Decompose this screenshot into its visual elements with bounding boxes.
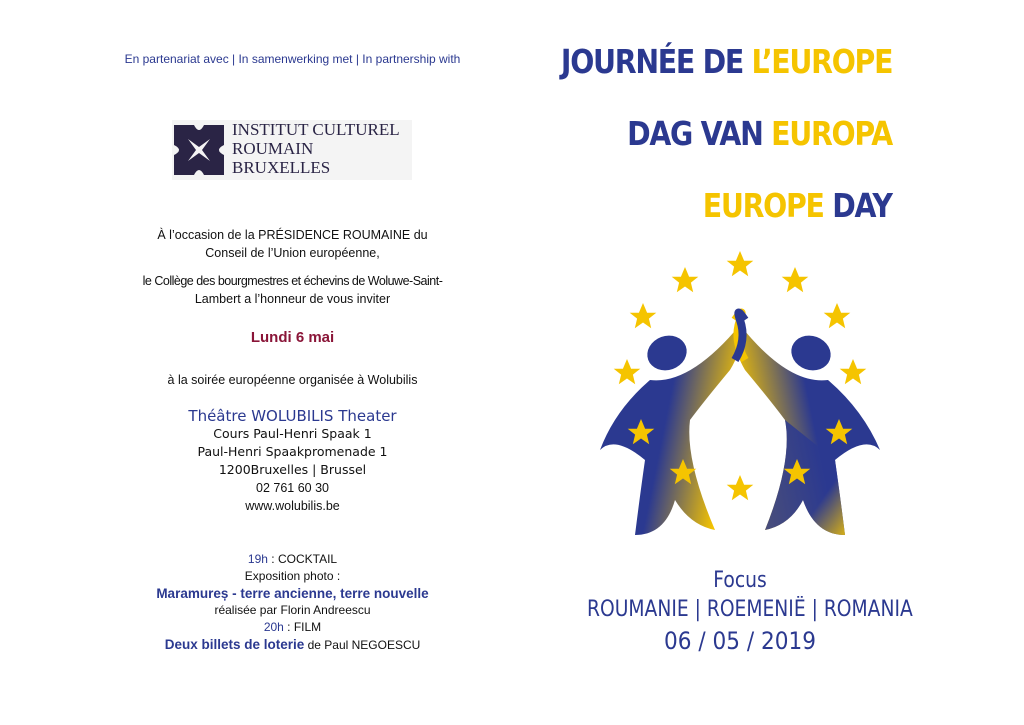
logo-line3: BRUXELLES: [232, 158, 331, 177]
program-line1: [80, 551, 505, 568]
venue-phone: 02 761 60 30: [256, 481, 329, 495]
time-cocktail: 19h: [247, 552, 268, 566]
invite-p2b: Lambert a l’honneur de vous inviter: [194, 292, 391, 306]
program-line2: [80, 619, 505, 636]
title-fr: [561, 42, 892, 81]
title-en-a: EUROPE: [703, 186, 824, 225]
date-text: Lundi 6 mai: [250, 329, 335, 346]
partner-line: En partenariat avec | In samenwerking met | In partnership with: [124, 52, 461, 66]
focus-date: 06 / 05 / 2019: [664, 627, 816, 655]
venue-block: [80, 407, 505, 515]
venue-web[interactable]: www.wolubilis.be: [245, 499, 340, 513]
focus-label: Focus: [713, 568, 767, 593]
film-title: Deux billets de loterie: [164, 637, 305, 652]
invite-p1b: Conseil de l’Union européenne,: [205, 246, 380, 260]
venue-name: Théâtre WOLUBILIS Theater: [188, 407, 397, 425]
expo-title: Maramureș - terre ancienne, terre nouvelle: [156, 586, 429, 601]
date-label: [80, 329, 505, 347]
venue-addr1: Cours Paul-Henri Spaak 1: [213, 426, 372, 441]
cocktail-label: : COCKTAIL: [267, 552, 338, 566]
film-line: [80, 636, 505, 654]
expo-label: Exposition photo :: [244, 569, 341, 583]
title-en: [703, 186, 892, 225]
right-figure: [736, 325, 880, 535]
film-label: : FILM: [283, 620, 322, 634]
icr-emblem-icon: [174, 125, 224, 175]
europe-day-emblem: [595, 245, 885, 545]
invite-text: [80, 226, 505, 308]
program-block: [80, 551, 505, 654]
venue-addr3: 1200Bruxelles | Brussel: [218, 462, 367, 477]
title-fr-a: JOURNÉE DE: [560, 42, 752, 81]
icr-logo: [172, 120, 412, 180]
film-by: de Paul NEGOESCU: [304, 638, 421, 652]
title-nl-b: EUROPA: [771, 114, 892, 153]
focus-countries: ROUMANIE | ROEMENIË | ROMANIA: [587, 597, 913, 622]
time-film: 20h: [263, 620, 284, 634]
title-nl-a: DAG VAN: [627, 114, 772, 153]
focus-block: [560, 567, 920, 657]
soiree-text: à la soirée européenne organisée à Wolubilis: [167, 373, 418, 387]
invite-p1a: À l’occasion de la PRÉSIDENCE ROUMAINE du: [157, 228, 428, 242]
logo-line1: INSTITUT CULTUREL: [232, 120, 400, 139]
expo-by: réalisée par Florin Andreescu: [214, 603, 371, 617]
venue-addr2: Paul-Henri Spaakpromenade 1: [197, 444, 388, 459]
title-en-b: DAY: [823, 186, 892, 225]
logo-line2: ROUMAIN: [232, 139, 314, 158]
title-nl: [627, 114, 892, 153]
left-figure: [600, 325, 741, 535]
title-fr-b: L’EUROPE: [751, 42, 892, 81]
invite-p2a: le Collège des bourgmestres et échevins de Woluwe-Saint-: [142, 274, 443, 288]
